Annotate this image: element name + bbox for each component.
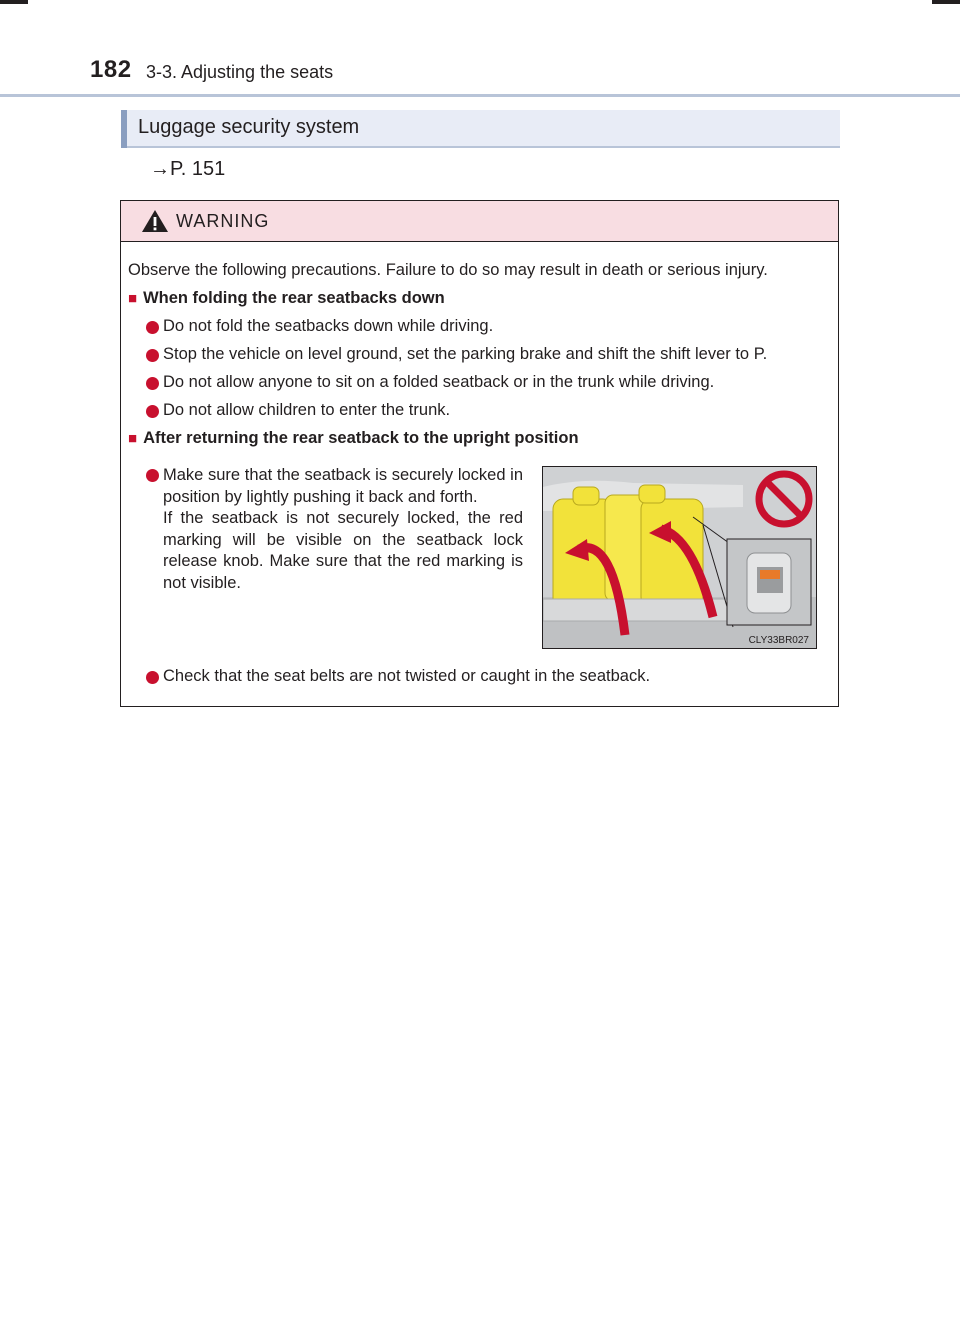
heading-accent-bar [121,110,127,148]
square-bullet-icon: ■ [128,290,138,307]
round-bullet-icon [146,671,159,684]
group1-item-4: Do not allow children to enter the trunk. [163,401,451,419]
page-reference-link[interactable]: →P. 151 [150,158,226,180]
round-bullet-icon [146,349,159,362]
warning-header [121,201,838,242]
group1-heading: When folding the rear seatbacks down [143,289,445,307]
group1-item-3: Do not allow anyone to sit on a folded seatback or in the trunk while driving. [163,373,715,391]
group1-item-2: Stop the vehicle on level ground, set the parking brake and shift the shift lever to P. [163,345,768,363]
group1-heading-row [128,289,445,308]
square-bullet-icon: ■ [128,430,138,447]
section-title: 3-3. Adjusting the seats [146,62,334,82]
warning-box [120,200,839,707]
round-bullet-icon [146,377,159,390]
group1-item-1: Do not fold the seatbacks down while driving. [163,317,494,335]
round-bullet-icon [146,469,159,482]
page-header [0,0,960,97]
warning-label: WARNING [176,211,270,231]
group2-item-with-figure [163,465,523,594]
seatback-illustration [542,466,817,649]
section-heading-box [121,110,840,148]
page-number: 182 [90,56,132,83]
round-bullet-icon [146,405,159,418]
group2-heading-row [128,429,579,448]
warning-triangle-icon [141,209,169,233]
group2-item-text-cont: If the seatback is not securely locked, the red marking will be visible on the seatback lock release knob. Make sure that the red marking is not visible. [163,509,523,592]
seat-illustration-graphic [543,467,817,649]
group2-item-text: Make sure that the seatback is securely locked in position by lightly pushing it back and forth. [163,466,523,506]
group2-last-item: Check that the seat belts are not twisted or caught in the seatback. [163,667,651,685]
round-bullet-icon [146,321,159,334]
group2-heading: After returning the rear seatback to the upright position [143,429,579,447]
section-heading: Luggage security system [138,116,360,138]
figure-code: CLY33BR027 [748,635,809,646]
warning-intro: Observe the following precautions. Failure to do so may result in death or serious injury. [128,261,768,279]
